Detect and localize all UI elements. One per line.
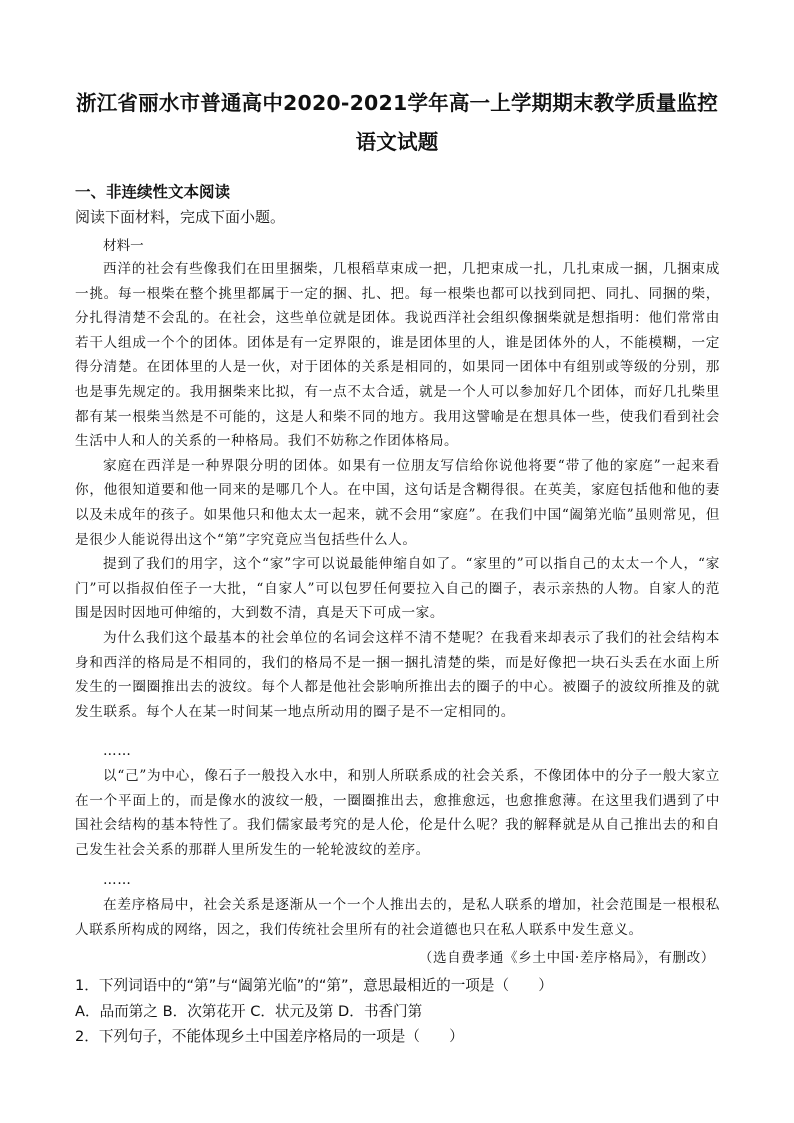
document-subtitle: 语文试题: [355, 130, 439, 154]
source-citation: （选自费孝通《乡土中国·差序格局》，有删改）: [418, 950, 715, 966]
document-title: 浙江省丽水市普通高中2020-2021学年高一上学期期末教学质量监控: [76, 91, 718, 115]
ellipsis-2: ……: [103, 872, 132, 888]
question-1-options: A．品而第之 B．次第花开 C．状元及第 D．书香门第: [75, 1003, 423, 1020]
article-body-part2: [75, 764, 720, 862]
paragraph: 以“己”为中心，像石子一般投入水中，和别人所联系成的社会关系，不像团体中的分子一般大家立在一个平面上的，而是像水的波纹一般，一圈圈推出去，愈推愈远，也愈推愈薄。在这里我们遇到了中国社会结构的基本特性了。我们儒家最考究的是人伦，伦是什么呢？我的解释就是从自己推出去的和自己发生社会关系的那群人里所发生的一轮轮波纹的差序。: [75, 768, 720, 858]
instruction-text: 阅读下面材料，完成下面小题。: [75, 208, 286, 226]
paragraph: 在差序格局中，社会关系是逐渐从一个一个人推出去的，是私人联系的增加，社会范围是一根根私人联系所构成的网络，因之，我们传统社会里所有的社会道德也只在私人联系中发生意义。: [75, 897, 720, 938]
article-body-part1: [75, 257, 720, 724]
paragraph: 家庭在西洋是一种界限分明的团体。如果有一位朋友写信给你说他将要“带了他的家庭”一起来看你，他很知道要和他一同来的是哪几个人。在中国，这句话是含糊得很。在英美，家庭包括他和他的妻以及未成年的孩子。如果他只和他太太一起来，就不会用“家庭”。在我们中国“阖第光临”虽则常见，但是很少人能说得出这个“第”字究竟应当包括些什么人。: [75, 457, 720, 548]
ellipsis-1: ……: [103, 743, 132, 759]
paragraph: 提到了我们的用字，这个“家”字可以说最能伸缩自如了。“家里的”可以指自己的太太一个人，“家门”可以指叔伯侄子一大批，“自家人”可以包罗任何要拉入自己的圈子，表示亲热的人物。自家人的范围是因时因地可伸缩的，大到数不清，真是天下可成一家。: [75, 556, 720, 622]
article-body-part3: [75, 893, 720, 942]
material-label: 材料一: [103, 238, 144, 254]
paragraph: 为什么我们这个最基本的社会单位的名词会这样不清不楚呢？在我看来却表示了我们的社会结构本身和西洋的格局是不相同的，我们的格局不是一捆一捆扎清楚的柴，而是好像把一块石头丢在水面上所发生的一圈圈推出去的波纹。每个人都是他社会影响所推出去的圈子的中心。被圈子的波纹所推及的就发生联系。每个人在某一时间某一地点所动用的圈子是不一定相同的。: [75, 629, 720, 720]
paragraph: 西洋的社会有些像我们在田里捆柴，几根稻草束成一把，几把束成一扎，几扎束成一捆，几捆束成一挑。每一根柴在整个挑里都属于一定的捆、扎、把。每一根柴也都可以找到同把、同扎、同捆的柴，分扎得清楚不会乱的。在社会，这些单位就是团体。我说西洋社会组织像捆柴就是想指明：他们常常由若干人组成一个个的团体。团体是有一定界限的，谁是团体里的人，谁是团体外的人，不能模糊，一定得分清楚。在团体里的人是一伙，对于团体的关系是相同的，如果同一团体中有组别或等级的分别，那也是事先规定的。我用捆柴来比拟，有一点不太合适，就是一个人可以参加好几个团体，而好几扎柴里都有某一根柴当然是不可能的，这是人和柴不同的地方。我用这譬喻是在想具体一些，使我们看到社会生活中人和人的关系的一种格局。我们不妨称之作团体格局。: [75, 261, 720, 450]
section-heading: 一、非连续性文本阅读: [75, 183, 231, 201]
question-2: 2．下列句子，不能体现乡土中国差序格局的一项是（ ）: [75, 1028, 464, 1045]
question-1: 1．下列词语中的“第”与“阖第光临”的“第”，意思最相近的一项是（ ）: [75, 977, 553, 994]
